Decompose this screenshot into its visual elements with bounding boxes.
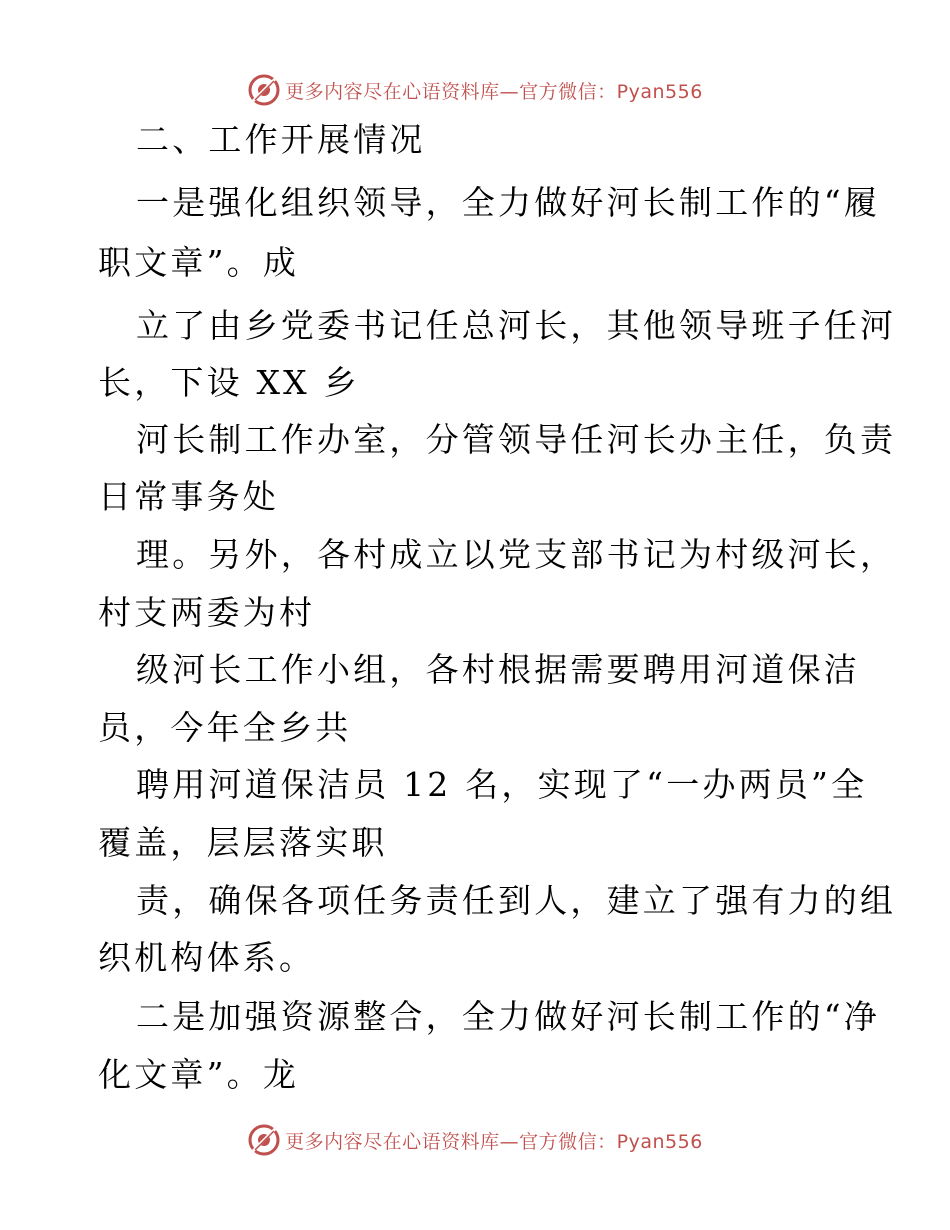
paragraph-line: 河长制工作办室，分管领导任河长办主任，负责: [136, 420, 897, 459]
paragraph-line: 立了由乡党委书记任总河长，其他领导班子任河: [136, 306, 897, 345]
paragraph-line: 长，下设 XX 乡: [98, 363, 360, 402]
paragraph-line: 村支两委为村: [98, 593, 316, 632]
paragraph-line: 职文章”。成: [98, 243, 300, 282]
paragraph-line: 日常事务处: [98, 477, 279, 516]
watermark-text: 更多内容尽在心语资料库—官方微信：Pyan556: [285, 80, 703, 103]
logo-icon: [247, 73, 281, 107]
watermark-text: 更多内容尽在心语资料库—官方微信：Pyan556: [285, 1130, 703, 1153]
paragraph-line: 化文章”。龙: [98, 1055, 300, 1094]
paragraph-line: 聘用河道保洁员 12 名，实现了“一办两员”全: [136, 765, 868, 804]
section-heading: 二、工作开展情况: [136, 120, 426, 159]
paragraph-line: 覆盖，层层落实职: [98, 823, 388, 862]
paragraph-line: 织机构体系。: [98, 938, 316, 977]
paragraph-line: 员，今年全乡共: [98, 708, 352, 747]
paragraph-line: 级河长工作小组，各村根据需要聘用河道保洁: [136, 650, 860, 689]
header-watermark: [0, 70, 950, 110]
footer-watermark: [0, 1120, 950, 1160]
paragraph-line: 责，确保各项任务责任到人，建立了强有力的组: [136, 881, 897, 920]
paragraph-line: 一是强化组织领导，全力做好河长制工作的“履: [136, 183, 881, 222]
paragraph-line: 二是加强资源整合，全力做好河长制工作的“净: [136, 997, 881, 1036]
logo-icon: [247, 1123, 281, 1157]
paragraph-line: 理。另外，各村成立以党支部书记为村级河长，: [136, 535, 897, 574]
